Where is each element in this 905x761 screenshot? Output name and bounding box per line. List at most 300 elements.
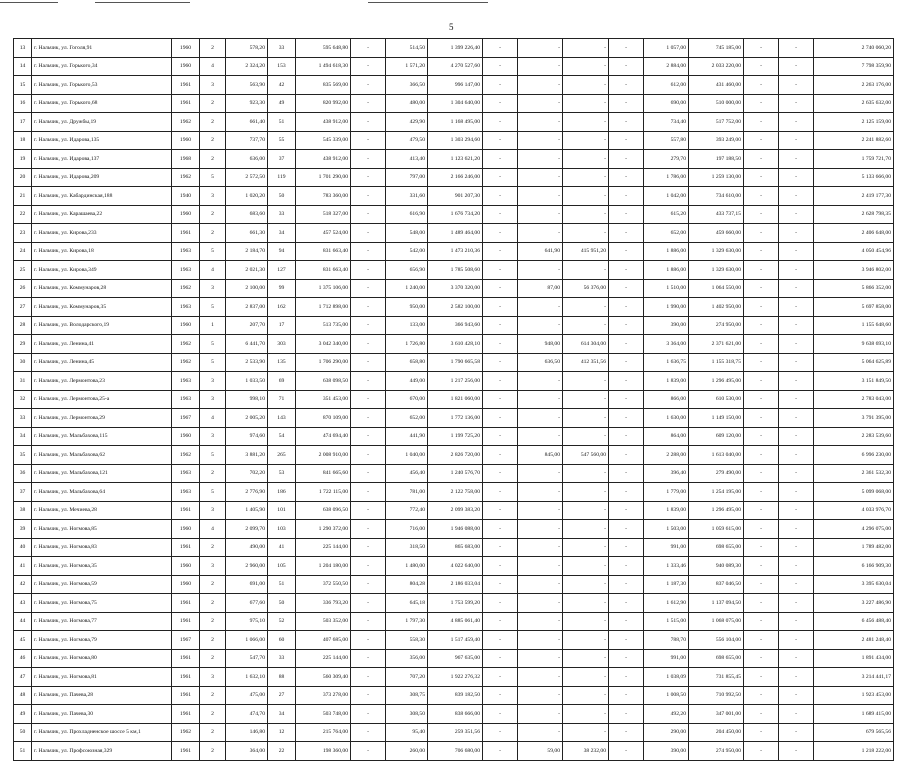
table-cell-col-12: - <box>518 224 563 243</box>
table-cell-col-9: 781,00 <box>386 483 428 502</box>
table-cell-col-9: 95,40 <box>386 723 428 742</box>
table-cell-col-7: 474 694,40 <box>296 427 351 446</box>
table-cell-col-14: - <box>609 150 644 169</box>
table-cell-col-2: г. Нальчик, ул. Кирова,349 <box>32 261 172 280</box>
table-cell-col-5: 1 632,10 <box>226 668 268 687</box>
table-cell-col-15: 1 630,00 <box>644 409 689 428</box>
table-cell-col-10: 1 753 599,20 <box>428 594 483 613</box>
table-cell-col-18: - <box>779 390 814 409</box>
table-cell-col-3: 1963 <box>172 390 200 409</box>
table-cell-col-19: 4 296 075,00 <box>814 520 894 539</box>
table-cell-col-14: - <box>609 187 644 206</box>
table-cell-col-10: 1 676 734,20 <box>428 205 483 224</box>
table-cell-col-1: 50 <box>14 723 32 742</box>
table-cell-col-14: - <box>609 557 644 576</box>
table-cell-col-2: г. Нальчик, ул. Прохладненское шоссе 5 км,1 <box>32 723 172 742</box>
page-number: 5 <box>449 22 454 32</box>
table-cell-col-11: - <box>483 168 518 187</box>
table-cell-col-7: 3 042 340,00 <box>296 335 351 354</box>
table-cell-col-7: 503 352,00 <box>296 612 351 631</box>
table-cell-col-7: 503 748,00 <box>296 705 351 724</box>
table-cell-col-8: - <box>351 594 386 613</box>
table-cell-col-11: - <box>483 113 518 132</box>
table-cell-col-9: 479,50 <box>386 131 428 150</box>
table-cell-col-12: - <box>518 131 563 150</box>
table-cell-col-15: 690,00 <box>644 94 689 113</box>
table-cell-col-4: 2 <box>200 94 226 113</box>
table-cell-col-13: - <box>563 686 609 705</box>
table-cell-col-18: - <box>779 76 814 95</box>
table-cell-col-10: 2 826 720,00 <box>428 446 483 465</box>
table-cell-col-15: 390,00 <box>644 316 689 335</box>
table-cell-col-19: 2 740 060,20 <box>814 39 894 58</box>
table-cell-col-16: 510 000,00 <box>689 94 744 113</box>
table-cell-col-14: - <box>609 279 644 298</box>
table-cell-col-8: - <box>351 298 386 317</box>
table-cell-col-13: 38 232,00 <box>563 742 609 761</box>
table-cell-col-9: 480,00 <box>386 94 428 113</box>
table-cell-col-17: - <box>744 39 779 58</box>
table-cell-col-15: 1 057,00 <box>644 39 689 58</box>
table-cell-col-17: - <box>744 742 779 761</box>
table-cell-col-7: 351 453,00 <box>296 390 351 409</box>
table-cell-col-9: 707,20 <box>386 668 428 687</box>
table-cell-col-17: - <box>744 168 779 187</box>
table-cell-col-11: - <box>483 483 518 502</box>
table-cell-col-17: - <box>744 298 779 317</box>
table-cell-col-2: г. Нальчик, ул. Гоголя,91 <box>32 39 172 58</box>
table-cell-col-4: 3 <box>200 187 226 206</box>
table-cell-col-7: 870 109,00 <box>296 409 351 428</box>
table-cell-col-6: 17 <box>268 316 296 335</box>
table-cell-col-17: - <box>744 686 779 705</box>
table-cell-col-9: 772,40 <box>386 501 428 520</box>
table-cell-col-15: 557,80 <box>644 131 689 150</box>
table-cell-col-14: - <box>609 39 644 58</box>
table-cell-col-3: 1961 <box>172 94 200 113</box>
table-cell-col-13: 412 351,56 <box>563 353 609 372</box>
table-cell-col-3: 1961 <box>172 705 200 724</box>
table-cell-col-3: 1960 <box>172 57 200 76</box>
table-cell-col-15: 612,00 <box>644 76 689 95</box>
table-cell-col-12: 636,50 <box>518 353 563 372</box>
table-cell-col-11: - <box>483 279 518 298</box>
table-cell-col-1: 34 <box>14 427 32 446</box>
table-cell-col-16: 1 149 150,00 <box>689 409 744 428</box>
table-cell-col-17: - <box>744 557 779 576</box>
table-cell-col-5: 2 100,00 <box>226 279 268 298</box>
table-cell-col-11: - <box>483 668 518 687</box>
table-cell-col-18: - <box>779 631 814 650</box>
table-cell-col-18: - <box>779 409 814 428</box>
table-cell-col-19: 5 064 625,89 <box>814 353 894 372</box>
table-cell-col-8: - <box>351 575 386 594</box>
table-cell-col-9: 716,00 <box>386 520 428 539</box>
table-cell-col-10: 1 473 210,36 <box>428 242 483 261</box>
table-cell-col-19: 1 923 453,00 <box>814 686 894 705</box>
table-cell-col-13: - <box>563 483 609 502</box>
table-cell-col-1: 42 <box>14 575 32 594</box>
table-row <box>14 39 894 58</box>
table-cell-col-9: 645,18 <box>386 594 428 613</box>
table-cell-col-2: г. Нальчик, ул. Идарова,135 <box>32 131 172 150</box>
table-cell-col-5: 2 184,70 <box>226 242 268 261</box>
table-cell-col-19: 3 395 630,04 <box>814 575 894 594</box>
table-cell-col-10: 2 582 100,00 <box>428 298 483 317</box>
table-cell-col-18: - <box>779 224 814 243</box>
table-cell-col-12: 59,00 <box>518 742 563 761</box>
table-cell-col-16: 431 460,00 <box>689 76 744 95</box>
table-cell-col-2: г. Нальчик, ул. Мальбахова,121 <box>32 464 172 483</box>
table-cell-col-2: г. Нальчик, ул. Горького,53 <box>32 76 172 95</box>
table-cell-col-18: - <box>779 427 814 446</box>
table-cell-col-17: - <box>744 409 779 428</box>
table-cell-col-2: г. Нальчик, ул. Лермонтова,23 <box>32 372 172 391</box>
table-cell-col-10: 3 370 320,00 <box>428 279 483 298</box>
table-cell-col-9: 429,90 <box>386 113 428 132</box>
table-cell-col-12: - <box>518 205 563 224</box>
table-cell-col-16: 698 655,00 <box>689 538 744 557</box>
table-cell-col-3: 1961 <box>172 668 200 687</box>
table-cell-col-18: - <box>779 298 814 317</box>
table-cell-col-2: г. Нальчик, ул. Ногмова,81 <box>32 668 172 687</box>
table-cell-col-19: 5 099 068,00 <box>814 483 894 502</box>
table-cell-col-15: 1 515,00 <box>644 612 689 631</box>
table-cell-col-18: - <box>779 187 814 206</box>
table-cell-col-3: 1960 <box>172 557 200 576</box>
table-cell-col-10: 1 946 088,00 <box>428 520 483 539</box>
table-cell-col-15: 290,00 <box>644 723 689 742</box>
table-cell-col-12: - <box>518 668 563 687</box>
table-cell-col-13: 56 376,00 <box>563 279 609 298</box>
table-cell-col-7: 373 278,00 <box>296 686 351 705</box>
table-cell-col-1: 51 <box>14 742 32 761</box>
table-cell-col-7: 831 663,40 <box>296 261 351 280</box>
table-cell-col-13: 547 560,00 <box>563 446 609 465</box>
table-cell-col-11: - <box>483 242 518 261</box>
table-cell-col-3: 1961 <box>172 538 200 557</box>
table-cell-col-15: 1 779,00 <box>644 483 689 502</box>
table-cell-col-7: 1 204 180,00 <box>296 557 351 576</box>
table-cell-col-11: - <box>483 594 518 613</box>
table-cell-col-7: 1 375 106,00 <box>296 279 351 298</box>
table-cell-col-3: 1961 <box>172 742 200 761</box>
table-cell-col-18: - <box>779 557 814 576</box>
table-cell-col-7: 1 706 290,00 <box>296 353 351 372</box>
table-cell-col-6: 54 <box>268 427 296 446</box>
table-cell-col-11: - <box>483 150 518 169</box>
table-cell-col-14: - <box>609 631 644 650</box>
table-cell-col-10: 1 772 136,00 <box>428 409 483 428</box>
table-cell-col-9: 658,80 <box>386 353 428 372</box>
table-cell-col-12: - <box>518 557 563 576</box>
table-cell-col-12: - <box>518 501 563 520</box>
table-cell-col-6: 12 <box>268 723 296 742</box>
table-row <box>14 612 894 631</box>
table-cell-col-1: 41 <box>14 557 32 576</box>
table-cell-col-8: - <box>351 131 386 150</box>
table-cell-col-6: 162 <box>268 298 296 317</box>
table-cell-col-17: - <box>744 501 779 520</box>
table-cell-col-16: 1 068 075,00 <box>689 612 744 631</box>
table-cell-col-2: г. Нальчик, ул. Ногмова,83 <box>32 538 172 557</box>
table-cell-col-14: - <box>609 316 644 335</box>
table-cell-col-7: 457 524,00 <box>296 224 351 243</box>
table-cell-col-16: 556 104,00 <box>689 631 744 650</box>
table-cell-col-17: - <box>744 335 779 354</box>
table-cell-col-18: - <box>779 94 814 113</box>
table-cell-col-19: 2 635 632,00 <box>814 94 894 113</box>
table-cell-col-17: - <box>744 390 779 409</box>
table-cell-col-16: 459 660,00 <box>689 224 744 243</box>
table-cell-col-18: - <box>779 279 814 298</box>
table-cell-col-1: 13 <box>14 39 32 58</box>
table-cell-col-8: - <box>351 705 386 724</box>
table-cell-col-9: 1 480,00 <box>386 557 428 576</box>
table-cell-col-3: 1962 <box>172 446 200 465</box>
table-cell-col-8: - <box>351 557 386 576</box>
table-cell-col-13: - <box>563 57 609 76</box>
table-cell-col-11: - <box>483 261 518 280</box>
table-cell-col-16: 1 064 550,00 <box>689 279 744 298</box>
table-cell-col-16: 197 188,50 <box>689 150 744 169</box>
table-cell-col-6: 105 <box>268 557 296 576</box>
table-cell-col-13: - <box>563 575 609 594</box>
table-cell-col-18: - <box>779 39 814 58</box>
table-row <box>14 686 894 705</box>
table-cell-col-5: 923,30 <box>226 94 268 113</box>
table-cell-col-12: - <box>518 427 563 446</box>
table-cell-col-6: 71 <box>268 390 296 409</box>
table-cell-col-16: 2 033 220,00 <box>689 57 744 76</box>
table-cell-col-4: 2 <box>200 631 226 650</box>
table-cell-col-10: 706 680,00 <box>428 742 483 761</box>
table-cell-col-17: - <box>744 57 779 76</box>
table-cell-col-8: - <box>351 353 386 372</box>
table-cell-col-16: 731 855,45 <box>689 668 744 687</box>
table-cell-col-13: - <box>563 39 609 58</box>
table-cell-col-14: - <box>609 612 644 631</box>
table-cell-col-17: - <box>744 427 779 446</box>
table-cell-col-10: 1 123 621,20 <box>428 150 483 169</box>
table-cell-col-7: 438 912,00 <box>296 150 351 169</box>
table-cell-col-7: 438 912,00 <box>296 113 351 132</box>
table-cell-col-6: 22 <box>268 742 296 761</box>
table-cell-col-13: - <box>563 427 609 446</box>
table-cell-col-12: - <box>518 372 563 391</box>
table-cell-col-5: 2 021,30 <box>226 261 268 280</box>
table-cell-col-6: 33 <box>268 205 296 224</box>
table-cell-col-10: 1 489 464,00 <box>428 224 483 243</box>
table-cell-col-17: - <box>744 705 779 724</box>
table-cell-col-13: - <box>563 390 609 409</box>
table-cell-col-1: 36 <box>14 464 32 483</box>
table-cell-col-13: - <box>563 205 609 224</box>
table-cell-col-4: 2 <box>200 150 226 169</box>
table-row <box>14 557 894 576</box>
table-cell-col-9: 413,40 <box>386 150 428 169</box>
table-cell-col-10: 996 147,00 <box>428 76 483 95</box>
table-cell-col-3: 1961 <box>172 224 200 243</box>
table-cell-col-13: - <box>563 187 609 206</box>
table-cell-col-12: - <box>518 94 563 113</box>
table-cell-col-1: 31 <box>14 372 32 391</box>
table-cell-col-11: - <box>483 187 518 206</box>
table-cell-col-17: - <box>744 76 779 95</box>
table-cell-col-19: 3 227 486,90 <box>814 594 894 613</box>
table-cell-col-10: 1 199 725,20 <box>428 427 483 446</box>
table-cell-col-8: - <box>351 224 386 243</box>
table-cell-col-4: 2 <box>200 686 226 705</box>
table-cell-col-1: 22 <box>14 205 32 224</box>
table-cell-col-1: 35 <box>14 446 32 465</box>
table-cell-col-18: - <box>779 668 814 687</box>
table-cell-col-12: - <box>518 483 563 502</box>
table-cell-col-14: - <box>609 483 644 502</box>
table-cell-col-10: 259 351,56 <box>428 723 483 742</box>
table-cell-col-1: 28 <box>14 316 32 335</box>
table-cell-col-3: 1960 <box>172 520 200 539</box>
table-cell-col-15: 390,00 <box>644 742 689 761</box>
table-cell-col-4: 3 <box>200 501 226 520</box>
table-cell-col-14: - <box>609 353 644 372</box>
table-cell-col-4: 5 <box>200 483 226 502</box>
table-cell-col-12: 948,00 <box>518 335 563 354</box>
table-cell-col-9: 1 240,00 <box>386 279 428 298</box>
table-cell-col-13: - <box>563 501 609 520</box>
table-cell-col-14: - <box>609 649 644 668</box>
table-cell-col-7: 372 550,50 <box>296 575 351 594</box>
table-cell-col-5: 1 066,00 <box>226 631 268 650</box>
table-cell-col-1: 39 <box>14 520 32 539</box>
table-cell-col-14: - <box>609 686 644 705</box>
table-cell-col-14: - <box>609 446 644 465</box>
table-cell-col-12: - <box>518 594 563 613</box>
table-cell-col-19: 5 697 858,00 <box>814 298 894 317</box>
table-cell-col-6: 55 <box>268 131 296 150</box>
table-cell-col-11: - <box>483 39 518 58</box>
table-cell-col-17: - <box>744 205 779 224</box>
table-cell-col-9: 670,00 <box>386 390 428 409</box>
table-cell-col-10: 2 122 758,00 <box>428 483 483 502</box>
table-cell-col-17: - <box>744 353 779 372</box>
table-cell-col-4: 2 <box>200 464 226 483</box>
table-cell-col-15: 1 510,00 <box>644 279 689 298</box>
table-cell-col-19: 1 689 415,00 <box>814 705 894 724</box>
table-row <box>14 242 894 261</box>
table-cell-col-13: - <box>563 113 609 132</box>
top-rule-right <box>368 2 488 3</box>
table-cell-col-9: 1 571,20 <box>386 57 428 76</box>
table-cell-col-18: - <box>779 372 814 391</box>
table-cell-col-15: 396,40 <box>644 464 689 483</box>
table-cell-col-12: - <box>518 390 563 409</box>
table-cell-col-18: - <box>779 150 814 169</box>
table-cell-col-2: г. Нальчик, ул. Пачева,30 <box>32 705 172 724</box>
table-cell-col-18: - <box>779 538 814 557</box>
table-cell-col-17: - <box>744 150 779 169</box>
table-cell-col-17: - <box>744 316 779 335</box>
table-row <box>14 187 894 206</box>
table-cell-col-16: 2 371 621,00 <box>689 335 744 354</box>
table-cell-col-1: 19 <box>14 150 32 169</box>
table-cell-col-19: 5 133 666,00 <box>814 168 894 187</box>
table-cell-col-9: 308,75 <box>386 686 428 705</box>
table-cell-col-12: 845,00 <box>518 446 563 465</box>
table-cell-col-4: 2 <box>200 575 226 594</box>
table-cell-col-1: 23 <box>14 224 32 243</box>
table-cell-col-1: 40 <box>14 538 32 557</box>
table-cell-col-8: - <box>351 612 386 631</box>
table-cell-col-19: 1 155 648,60 <box>814 316 894 335</box>
table-cell-col-15: 1 990,00 <box>644 298 689 317</box>
table-cell-col-3: 1963 <box>172 464 200 483</box>
table-cell-col-15: 492,20 <box>644 705 689 724</box>
table-cell-col-14: - <box>609 723 644 742</box>
table-cell-col-1: 32 <box>14 390 32 409</box>
table-row <box>14 705 894 724</box>
table-cell-col-13: - <box>563 649 609 668</box>
table-cell-col-17: - <box>744 538 779 557</box>
table-cell-col-5: 2 324,20 <box>226 57 268 76</box>
table-cell-col-18: - <box>779 742 814 761</box>
table-cell-col-17: - <box>744 446 779 465</box>
table-cell-col-19: 2 783 043,00 <box>814 390 894 409</box>
table-cell-col-16: 734 610,00 <box>689 187 744 206</box>
table-cell-col-10: 1 168 495,00 <box>428 113 483 132</box>
table-cell-col-4: 5 <box>200 168 226 187</box>
table-cell-col-14: - <box>609 464 644 483</box>
table-cell-col-18: - <box>779 723 814 742</box>
table-cell-col-6: 51 <box>268 113 296 132</box>
table-cell-col-15: 1 503,00 <box>644 520 689 539</box>
table-cell-col-12: - <box>518 39 563 58</box>
table-cell-col-1: 46 <box>14 649 32 668</box>
table-cell-col-5: 737,70 <box>226 131 268 150</box>
table-cell-col-13: - <box>563 705 609 724</box>
table-cell-col-12: 641,90 <box>518 242 563 261</box>
table-cell-col-6: 60 <box>268 631 296 650</box>
table-cell-col-8: - <box>351 390 386 409</box>
table-row <box>14 168 894 187</box>
table-cell-col-3: 1960 <box>172 316 200 335</box>
table-cell-col-3: 1963 <box>172 261 200 280</box>
table-row <box>14 464 894 483</box>
table-cell-col-9: 797,00 <box>386 168 428 187</box>
table-cell-col-6: 42 <box>268 76 296 95</box>
table-cell-col-16: 609 120,00 <box>689 427 744 446</box>
table-cell-col-17: - <box>744 224 779 243</box>
table-cell-col-7: 513 735,00 <box>296 316 351 335</box>
table-cell-col-12: - <box>518 705 563 724</box>
table-cell-col-18: - <box>779 612 814 631</box>
table-cell-col-16: 1 296 495,00 <box>689 501 744 520</box>
table-row <box>14 538 894 557</box>
table-cell-col-1: 49 <box>14 705 32 724</box>
table-cell-col-3: 1967 <box>172 631 200 650</box>
table-cell-col-8: - <box>351 113 386 132</box>
table-cell-col-16: 274 950,00 <box>689 316 744 335</box>
table-cell-col-19: 3 151 849,50 <box>814 372 894 391</box>
table-cell-col-16: 393 249,00 <box>689 131 744 150</box>
table-row <box>14 224 894 243</box>
table-cell-col-11: - <box>483 520 518 539</box>
table-cell-col-11: - <box>483 649 518 668</box>
table-cell-col-12: - <box>518 686 563 705</box>
table-cell-col-3: 1963 <box>172 298 200 317</box>
table-cell-col-6: 69 <box>268 372 296 391</box>
table-cell-col-7: 225 144,00 <box>296 538 351 557</box>
